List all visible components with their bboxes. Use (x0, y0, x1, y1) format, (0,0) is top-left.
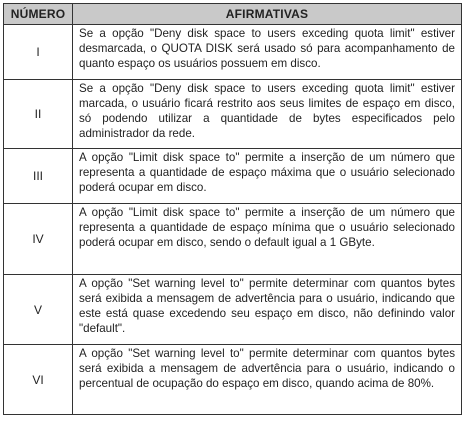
row-number: II (4, 80, 73, 149)
row-statement: A opção "Limit disk space to" permite a inserção de um número que representa a quantidade de espaço máxima que o usuário selecionado poderá ocupar em disco. (73, 149, 462, 204)
table-row (4, 25, 462, 80)
row-number: V (4, 275, 73, 345)
statements-table-container (3, 3, 461, 415)
table-header-row (4, 4, 462, 25)
row-statement: A opção "Set warning level to" permite determinar com quantos bytes será exibida a mensagem de advertência para o usuário, indicando o percentual de ocupação do espaço em disco, quando acima de 80%. (73, 345, 462, 415)
table-row (4, 204, 462, 275)
row-statement: Se a opção "Deny disk space to users exceding quota limit" estiver desmarcada, o QUOTA DISK será usado só para acompanhamento de quanto espaço os usuários possuem em disco. (73, 25, 462, 80)
row-number: VI (4, 345, 73, 415)
row-statement: A opção "Limit disk space to" permite a inserção de um número que representa a quantidade de espaço mínima que o usuário selecionado poderá ocupar em disco, sendo o default igual a 1 GByte. (73, 204, 462, 275)
row-number: III (4, 149, 73, 204)
statements-table (3, 3, 462, 415)
row-number: I (4, 25, 73, 80)
header-statements: AFIRMATIVAS (73, 4, 462, 25)
table-row (4, 80, 462, 149)
table-row (4, 345, 462, 415)
table-row (4, 275, 462, 345)
row-number: IV (4, 204, 73, 275)
table-row (4, 149, 462, 204)
row-statement: A opção "Set warning level to" permite determinar com quantos bytes será exibida a mensagem de advertência para o usuário, indicando que este está quase excedendo seu espaço em disco, não definindo valor "default". (73, 275, 462, 345)
header-number: NÚMERO (4, 4, 73, 25)
row-statement: Se a opção "Deny disk space to users exceding quota limit" estiver marcada, o usuário ficará restrito aos seus limites de espaço em disco, só podendo utilizar a quantidade de bytes especificados pelo administrador da rede. (73, 80, 462, 149)
